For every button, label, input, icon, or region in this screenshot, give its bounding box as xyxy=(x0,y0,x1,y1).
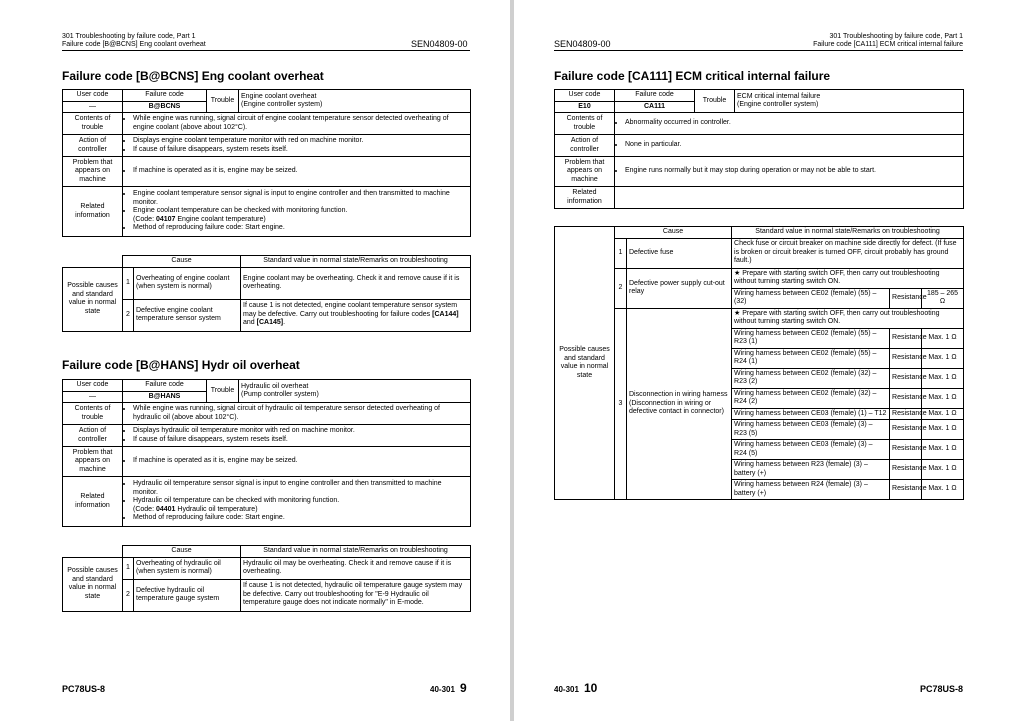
page-prefix: 40-301 xyxy=(554,685,579,694)
table-row xyxy=(63,546,471,558)
table-row xyxy=(63,187,471,237)
footer-page-number xyxy=(430,681,467,695)
table-row xyxy=(63,267,471,299)
problem-label: Problem that appears on machine xyxy=(63,157,123,187)
trouble-label: Trouble xyxy=(207,380,239,403)
failure-info-table-ca111 xyxy=(554,89,964,209)
harness-check: Wiring harness between R23 (female) (3) – battery (+) xyxy=(732,460,890,480)
cause-remark: Hydraulic oil may be overheating. Check it and remove cause if it is overheating. xyxy=(241,557,471,579)
cause-name: Defective power supply cut-out relay xyxy=(627,268,732,308)
cause-number: 2 xyxy=(123,579,134,611)
standard-value: Max. 1 Ω xyxy=(922,368,964,388)
harness-check: Wiring harness between CE02 (female) (32) – R23 (2) xyxy=(732,368,890,388)
standard-value: Max. 1 Ω xyxy=(922,328,964,348)
cause-name: Overheating of hydraulic oil (when system is normal) xyxy=(134,557,241,579)
section-title-bcns: Failure code [B@BCNS] Eng coolant overheat xyxy=(62,69,324,83)
cause-name: Defective hydraulic oil temperature gauge system xyxy=(134,579,241,611)
contents-label: Contents of trouble xyxy=(63,403,123,425)
page-number: 10 xyxy=(583,681,598,695)
table-row xyxy=(63,299,471,331)
table-row xyxy=(63,579,471,611)
cause-number: 1 xyxy=(615,238,627,268)
failure-code-label: Failure code xyxy=(123,380,207,392)
problem-label: Problem that appears on machine xyxy=(555,157,615,187)
footer-model: PC78US-8 xyxy=(62,684,106,694)
standard-value: Max. 1 Ω xyxy=(922,480,964,500)
table-row xyxy=(63,425,471,447)
standard-value: Max. 1 Ω xyxy=(922,440,964,460)
doc-code: SEN04809-00 xyxy=(554,39,611,49)
related-text: (Code: xyxy=(133,505,156,513)
table-row xyxy=(555,308,964,328)
check-type: Resistance xyxy=(890,388,922,408)
section-title-hans: Failure code [B@HANS] Hydr oil overheat xyxy=(62,358,300,372)
header-section: Failure code [CA111] ECM critical internal failure xyxy=(813,41,963,48)
possible-causes-label: Possible causes and standard value in normal state xyxy=(63,267,123,331)
trouble-label: Trouble xyxy=(695,90,735,113)
footer-model: PC78US-8 xyxy=(919,684,963,694)
action-label: Action of controller xyxy=(63,425,123,447)
list-item xyxy=(133,497,468,514)
doc-code: SEN04809-00 xyxy=(411,39,468,49)
failure-info-table-bcns xyxy=(62,89,471,237)
cause-remark: If cause 1 is not detected, hydraulic oil temperature gauge system may be defective. Carry out troubleshooting for "E-9 Hydraulic oil temperature gauge does not indicate normally" in E-mode. xyxy=(241,579,471,611)
table-row xyxy=(63,90,471,102)
action-value xyxy=(123,135,471,157)
trouble-line: (Engine controller system) xyxy=(737,101,819,108)
user-code-label: User code xyxy=(63,380,123,392)
check-type: Resistance xyxy=(890,408,922,420)
harness-check: Wiring harness between CE02 (female) (55) – R24 (1) xyxy=(732,348,890,368)
related-label: Related information xyxy=(63,477,123,527)
header-chapter: 301 Troubleshooting by failure code, Part 1 xyxy=(62,33,196,40)
cause-remark: Engine coolant may be overheating. Check it and remove cause if it is overheating. xyxy=(241,267,471,299)
cause-number: 2 xyxy=(123,299,134,331)
list-item: • While engine was running, signal circuit of hydraulic oil temperature sensor detected overheating of hydraulic oil (above about 102°C). xyxy=(133,405,468,422)
cause-number: 1 xyxy=(123,557,134,579)
related-value xyxy=(615,187,964,209)
related-value xyxy=(123,477,471,527)
standard-header: Standard value in normal state/Remarks on troubleshooting xyxy=(732,227,964,239)
list-item: • If machine is operated as it is, engine may be seized. xyxy=(133,167,468,176)
problem-value xyxy=(615,157,964,187)
table-row xyxy=(63,403,471,425)
trouble-description xyxy=(735,90,964,113)
standard-value: Max. 1 Ω xyxy=(922,460,964,480)
trouble-line: ECM critical internal failure xyxy=(737,92,821,100)
list-item: • Displays hydraulic oil temperature monitor with red on machine monitor. xyxy=(133,427,468,436)
failure-code-value: CA111 xyxy=(615,101,695,113)
cause-name: Defective engine coolant temperature sensor system xyxy=(134,299,241,331)
trouble-line: (Pump controller system) xyxy=(241,391,319,398)
left-page xyxy=(0,0,510,721)
standard-value: Max. 1 Ω xyxy=(922,408,964,420)
running-header xyxy=(813,33,963,49)
failure-info-table-hans xyxy=(62,379,471,527)
monitoring-code: 04401 xyxy=(155,505,176,513)
cause-table-ca111 xyxy=(554,226,964,500)
footer-page-number xyxy=(554,681,597,695)
table-row xyxy=(555,227,964,239)
harness-check: Wiring harness between CE02 (female) (55) – R23 (1) xyxy=(732,328,890,348)
problem-value xyxy=(123,157,471,187)
table-row xyxy=(63,447,471,477)
cause-name: Disconnection in wiring harness (Disconnection in wiring or defective contact in connector) xyxy=(627,308,732,500)
header-chapter: 301 Troubleshooting by failure code, Part 1 xyxy=(829,33,963,40)
contents-label: Contents of trouble xyxy=(555,113,615,135)
prepare-note: ★ Prepare with starting switch OFF, then carry out troubleshooting without turning starting switch ON. xyxy=(732,308,964,328)
failure-code-ref: [CA145] xyxy=(256,319,284,327)
table-row xyxy=(555,113,964,135)
trouble-label: Trouble xyxy=(207,90,239,113)
check-type: Resistance xyxy=(890,328,922,348)
table-row xyxy=(555,268,964,288)
standard-value: Max. 1 Ω xyxy=(922,388,964,408)
table-row xyxy=(555,238,964,268)
list-item: • Hydraulic oil temperature sensor signal is input to engine controller and then transmitted to machine monitor. xyxy=(133,480,468,497)
possible-causes-label: Possible causes and standard value in normal state xyxy=(63,557,123,611)
check-type: Resistance xyxy=(890,288,922,308)
failure-code-label: Failure code xyxy=(615,90,695,102)
user-code-value: — xyxy=(63,391,123,403)
harness-check: Wiring harness between R24 (female) (3) – battery (+) xyxy=(732,480,890,500)
check-type: Resistance xyxy=(890,368,922,388)
remark-text: If cause 1 is not detected, engine coolant temperature sensor system may be defective. Carry out troubleshooting for failure codes xyxy=(243,302,458,318)
list-item: • Method of reproducing failure code: Start engine. xyxy=(133,514,468,523)
cause-number: 1 xyxy=(123,267,134,299)
remark-text: and xyxy=(243,319,257,327)
standard-value: Max. 1 Ω xyxy=(922,420,964,440)
table-row xyxy=(555,135,964,157)
list-item: • None in particular. xyxy=(625,141,961,150)
trouble-line: Engine coolant overheat xyxy=(241,92,317,100)
table-row xyxy=(63,113,471,135)
section-title-ca111: Failure code [CA111] ECM critical internal failure xyxy=(554,69,831,83)
table-row xyxy=(63,557,471,579)
user-code-label: User code xyxy=(63,90,123,102)
trouble-description xyxy=(239,380,471,403)
standard-header: Standard value in normal state/Remarks on troubleshooting xyxy=(241,256,471,268)
action-value xyxy=(615,135,964,157)
failure-code-label: Failure code xyxy=(123,90,207,102)
check-type: Resistance xyxy=(890,480,922,500)
related-label: Related information xyxy=(63,187,123,237)
header-rule xyxy=(554,50,963,51)
standard-value: Max. 1 Ω xyxy=(922,348,964,368)
table-row xyxy=(63,477,471,527)
possible-causes-label: Possible causes and standard value in normal state xyxy=(555,227,615,500)
harness-check: Wiring harness between CE03 (female) (3) – R23 (5) xyxy=(732,420,890,440)
cause-table-hans xyxy=(62,545,471,612)
user-code-value: E10 xyxy=(555,101,615,113)
table-row xyxy=(63,157,471,187)
related-value xyxy=(123,187,471,237)
contents-value xyxy=(123,113,471,135)
cause-header: Cause xyxy=(615,227,732,239)
contents-label: Contents of trouble xyxy=(63,113,123,135)
problem-value xyxy=(123,447,471,477)
table-row xyxy=(63,135,471,157)
problem-label: Problem that appears on machine xyxy=(63,447,123,477)
user-code-label: User code xyxy=(555,90,615,102)
table-row xyxy=(63,256,471,268)
related-text: (Code: xyxy=(133,215,156,223)
table-row xyxy=(555,157,964,187)
related-label: Related information xyxy=(555,187,615,209)
table-row xyxy=(555,187,964,209)
trouble-line: Hydraulic oil overheat xyxy=(241,382,309,390)
harness-check: Wiring harness between CE02 (female) (55) – (32) xyxy=(732,288,890,308)
list-item: • While engine was running, signal circuit of engine coolant temperature sensor detected overheating of engine coolant (above about 102°C). xyxy=(133,115,468,132)
list-item: • If machine is operated as it is, engine may be seized. xyxy=(133,457,468,466)
header-section: Failure code [B@BCNS] Eng coolant overheat xyxy=(62,41,206,48)
harness-check: Wiring harness between CE03 (female) (3) – R24 (5) xyxy=(732,440,890,460)
list-item: • If cause of failure disappears, system resets itself. xyxy=(133,146,468,155)
cause-header: Cause xyxy=(123,256,241,268)
action-label: Action of controller xyxy=(555,135,615,157)
list-item: • Engine runs normally but it may stop during operation or may not be able to start. xyxy=(625,167,961,176)
cause-remark xyxy=(241,299,471,331)
related-text: Engine coolant temperature) xyxy=(175,215,266,223)
page-prefix: 40-301 xyxy=(430,685,455,694)
blank-cell xyxy=(63,546,123,558)
cause-remark: Check fuse or circuit breaker on machine side directly for defect. (If fuse is broken or circuit breaker is turned OFF, circuit probably has ground fault.) xyxy=(732,238,964,268)
cause-name: Defective fuse xyxy=(627,238,732,268)
list-item: • Displays engine coolant temperature monitor with red on machine monitor. xyxy=(133,137,468,146)
list-item: • Engine coolant temperature sensor signal is input to engine controller and then transmitted to machine monitor. xyxy=(133,190,468,207)
list-item: • Method of reproducing failure code: Start engine. xyxy=(133,224,468,233)
failure-code-value: B@HANS xyxy=(123,391,207,403)
trouble-line: (Engine controller system) xyxy=(241,101,323,108)
table-row xyxy=(555,90,964,102)
check-type: Resistance xyxy=(890,460,922,480)
cause-name: Overheating of engine coolant (when system is normal) xyxy=(134,267,241,299)
related-text: Engine coolant temperature can be checked with monitoring function. xyxy=(133,207,348,215)
right-page xyxy=(514,0,1024,721)
check-type: Resistance xyxy=(890,440,922,460)
cause-number: 2 xyxy=(615,268,627,308)
cause-header: Cause xyxy=(123,546,241,558)
action-label: Action of controller xyxy=(63,135,123,157)
harness-check: Wiring harness between CE02 (female) (32) – R24 (2) xyxy=(732,388,890,408)
check-type: Resistance xyxy=(890,348,922,368)
cause-number: 3 xyxy=(615,308,627,500)
action-value xyxy=(123,425,471,447)
trouble-description xyxy=(239,90,471,113)
standard-header: Standard value in normal state/Remarks on troubleshooting xyxy=(241,546,471,558)
check-type: Resistance xyxy=(890,420,922,440)
blank-cell xyxy=(63,256,123,268)
running-header xyxy=(62,33,206,49)
failure-code-value: B@BCNS xyxy=(123,101,207,113)
list-item xyxy=(133,207,468,224)
standard-value: 185 – 265 Ω xyxy=(922,288,964,308)
table-row xyxy=(63,380,471,392)
list-item: • If cause of failure disappears, system resets itself. xyxy=(133,436,468,445)
contents-value xyxy=(123,403,471,425)
prepare-note: ★ Prepare with starting switch OFF, then carry out troubleshooting without turning starting switch ON. xyxy=(732,268,964,288)
related-text: Hydraulic oil temperature) xyxy=(175,505,258,513)
header-rule xyxy=(62,50,470,51)
monitoring-code: 04107 xyxy=(155,215,176,223)
remark-text: . xyxy=(283,319,286,327)
contents-value xyxy=(615,113,964,135)
failure-code-ref: [CA144] xyxy=(432,310,459,318)
page-number: 9 xyxy=(459,681,467,695)
related-text: Hydraulic oil temperature can be checked with monitoring function. xyxy=(133,497,340,505)
harness-check: Wiring harness between CE03 (female) (1) – T12 xyxy=(732,408,890,420)
list-item: • Abnormality occurred in controller. xyxy=(625,119,961,128)
cause-table-bcns xyxy=(62,255,471,332)
user-code-value: — xyxy=(63,101,123,113)
